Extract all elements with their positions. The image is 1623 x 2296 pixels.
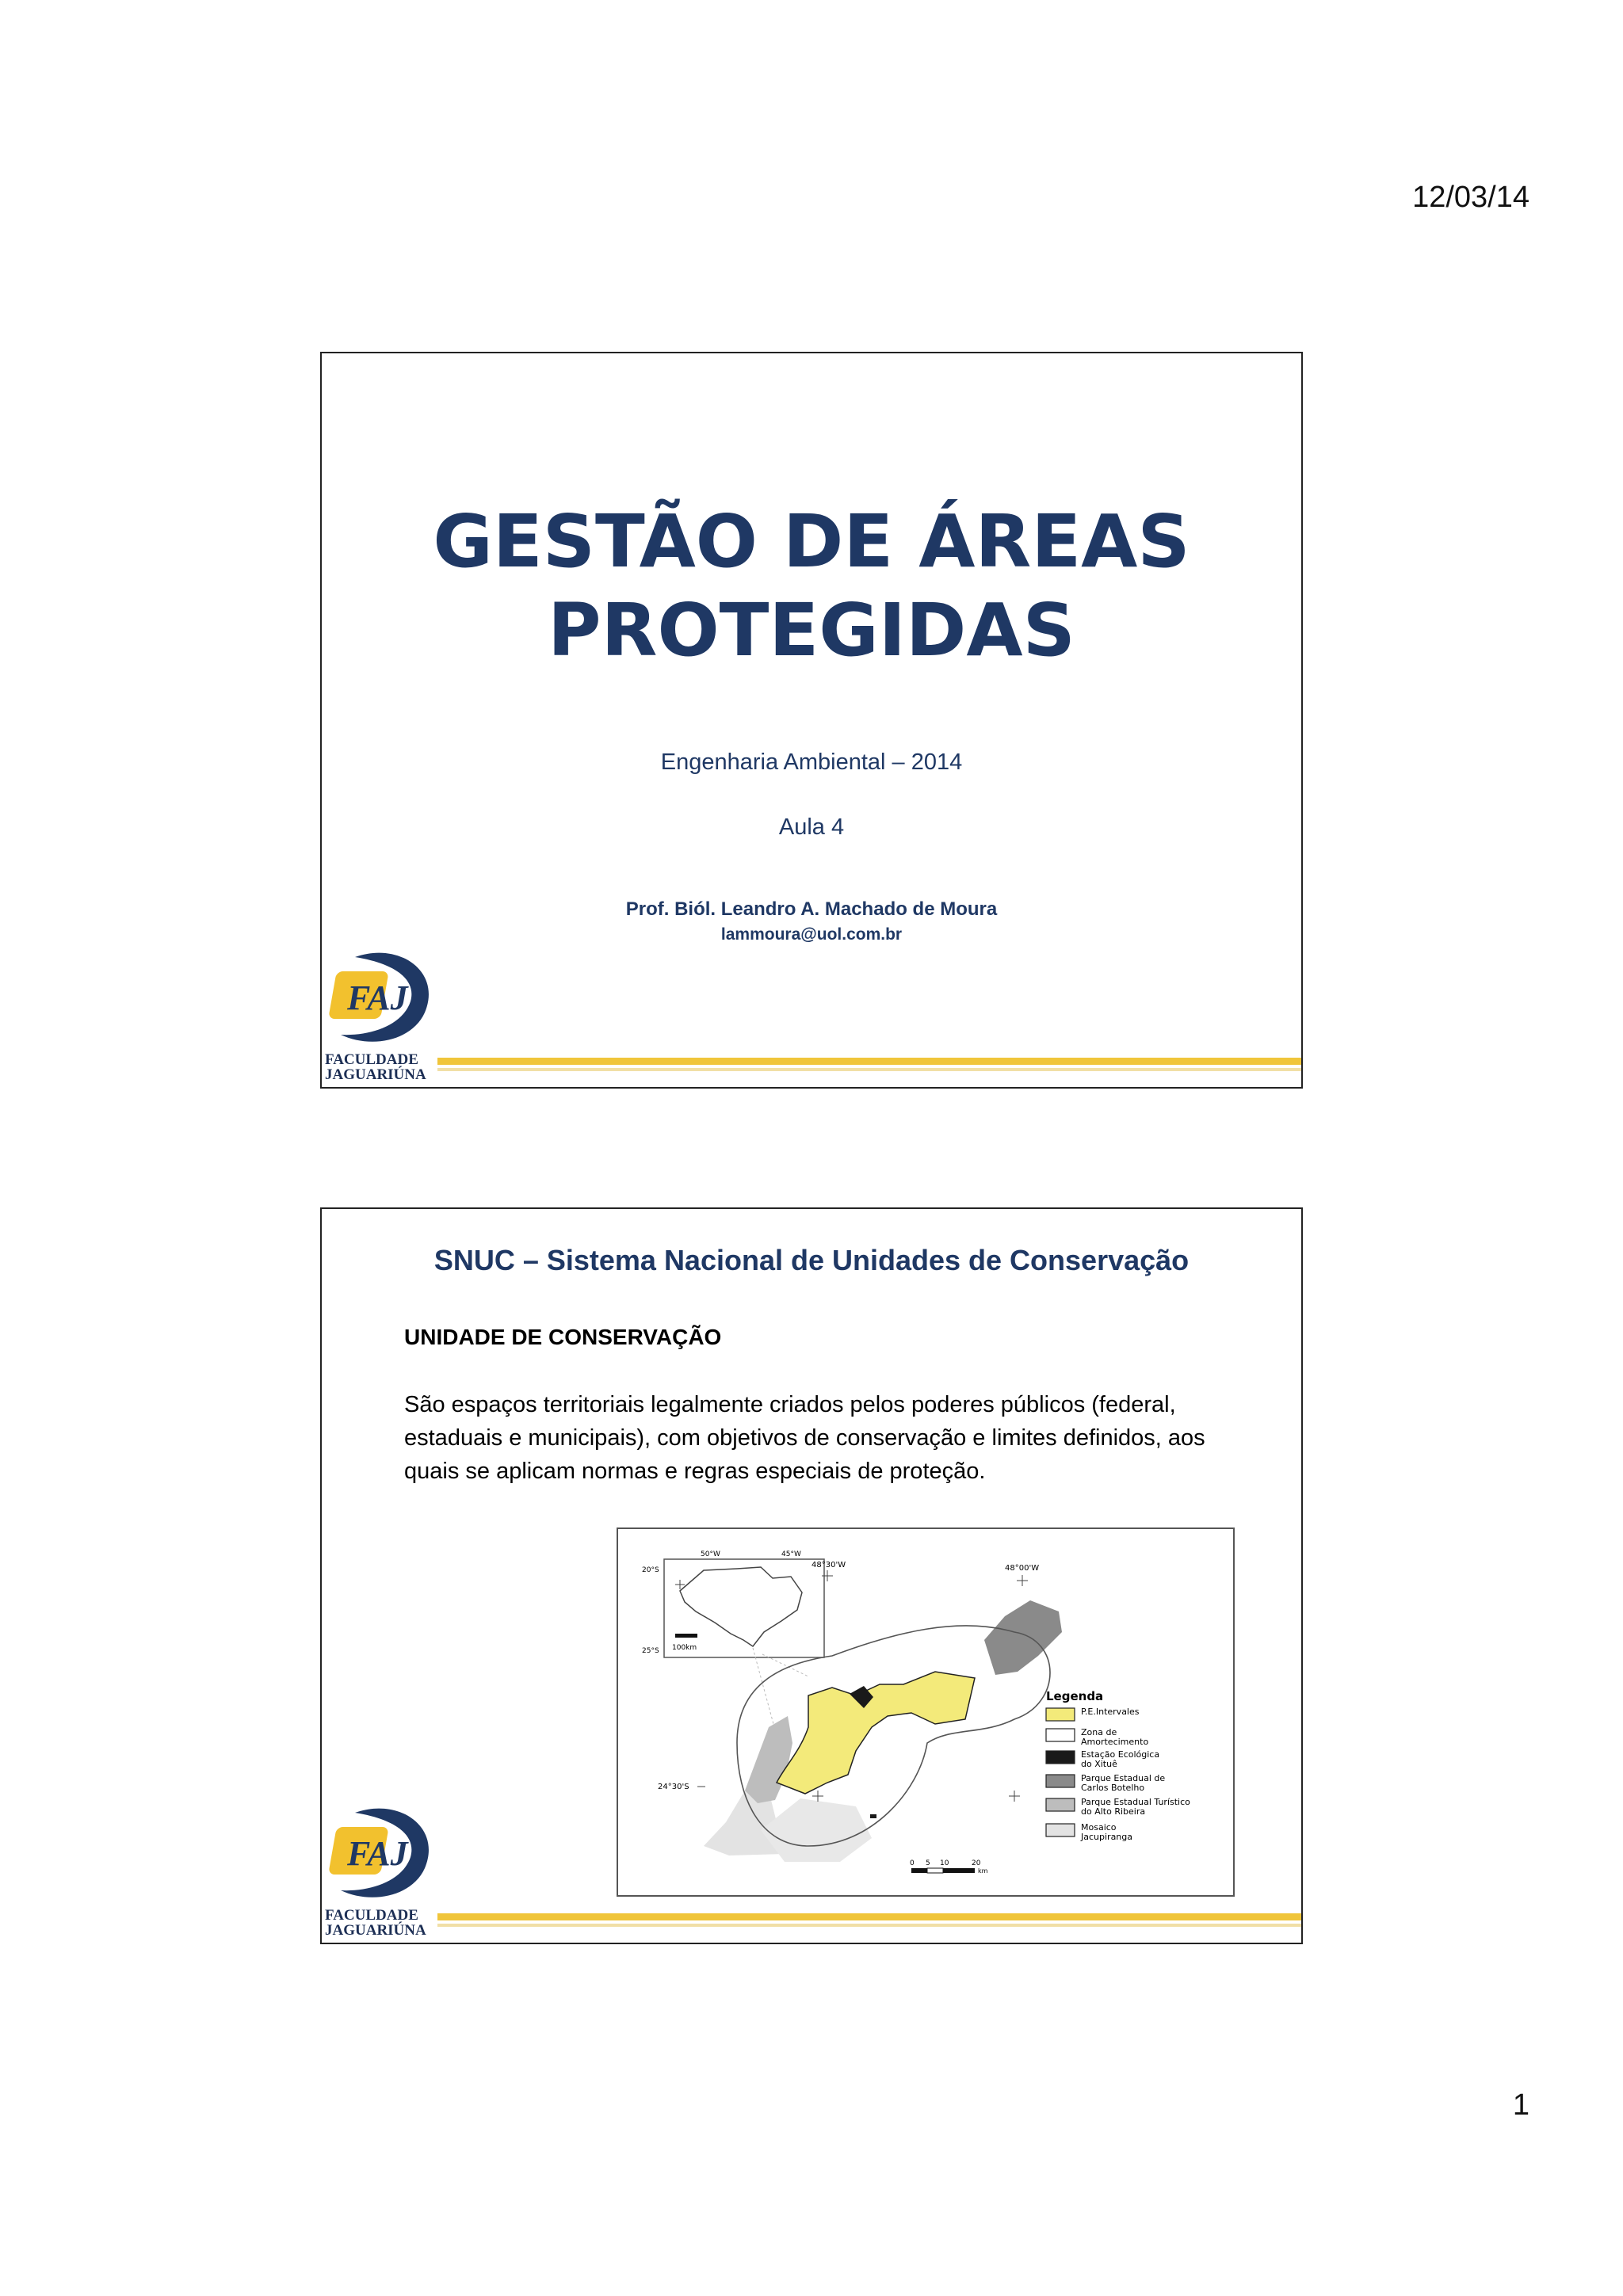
gold-divider-shadow (437, 1068, 1301, 1071)
legend-title: Legenda (1046, 1689, 1104, 1703)
header-date: 12/03/14 (1412, 181, 1529, 214)
logo-monogram: FAJ (347, 1834, 408, 1873)
gold-divider (437, 1058, 1301, 1065)
professor-email: lammoura@uol.com.br (720, 925, 903, 944)
conservation-map (617, 1527, 1235, 1897)
lesson-number: Aula 4 (778, 814, 845, 840)
logo-text-line1: FACULDADE (325, 1051, 418, 1068)
scale-tick-20: 20 (972, 1859, 981, 1867)
legend-label: Parque Estadual de Carlos Botelho (1081, 1773, 1166, 1793)
inset-lat-20: 20°S (642, 1566, 659, 1574)
coord-lat-24-30: 24°30'S (658, 1783, 689, 1791)
legend-swatch (1046, 1751, 1075, 1764)
title-line-2: PROTEGIDAS (548, 588, 1075, 673)
inset-map (642, 1550, 824, 1724)
map-legend (1046, 1689, 1190, 1842)
logo-text-line2: JAGUARIÚNA (325, 1066, 426, 1083)
slide-snuc-title: SNUC – Sistema Nacional de Unidades de Conservação (433, 1244, 1190, 1276)
definition-paragraph: São espaços territoriais legalmente criados pelos poderes públicos (federal, estaduais e municipais), com objetivos de conservação e limites definidos, aos quais se aplicam normas e regras especiais de proteção. (404, 1392, 1205, 1484)
inset-lon-50: 50°W (701, 1550, 720, 1558)
logo-text (325, 1908, 426, 1938)
scale-unit: km (978, 1867, 988, 1875)
legend-label: Estação Ecológica do Xituê (1081, 1749, 1160, 1769)
slide-title-heading (322, 498, 1301, 675)
coord-lon-48-00: 48°00'W (1005, 1564, 1040, 1573)
legend-label: Zona de Amortecimento (1081, 1727, 1149, 1747)
inset-lon-45: 45°W (781, 1550, 801, 1558)
page-number: 1 (1512, 2088, 1529, 2122)
gold-divider (437, 1913, 1301, 1920)
logo-text (325, 1052, 426, 1082)
coord-lon-48-30: 48°30'W (812, 1561, 846, 1569)
course-name: Engenharia Ambiental – 2014 (660, 749, 963, 775)
legend-swatch (1046, 1824, 1075, 1836)
legend-swatch (1046, 1798, 1075, 1811)
legend-label: Parque Estadual Turístico do Alto Ribeira (1081, 1797, 1190, 1817)
inset-scale-label: 100km (672, 1644, 697, 1652)
legend-swatch (1046, 1729, 1075, 1741)
logo-text-line2: JAGUARIÚNA (325, 1922, 426, 1939)
slide-snuc (320, 1207, 1303, 1944)
legend-label: Mosaico Jacupiranga (1081, 1822, 1133, 1842)
scale-bar (910, 1859, 988, 1875)
slide-title (320, 352, 1303, 1089)
logo-monogram: FAJ (347, 978, 408, 1017)
scale-tick-10: 10 (940, 1859, 949, 1867)
scale-tick-0: 0 (910, 1859, 915, 1867)
legend-label: P.E.Intervales (1081, 1707, 1140, 1717)
professor-name: Prof. Biól. Leandro A. Machado de Moura (625, 898, 998, 920)
inset-lat-25: 25°S (642, 1647, 659, 1655)
logo-text-line1: FACULDADE (325, 1907, 418, 1924)
legend-swatch (1046, 1775, 1075, 1787)
scale-tick-5: 5 (926, 1859, 930, 1867)
gold-divider-shadow (437, 1924, 1301, 1927)
title-line-1: GESTÃO DE ÁREAS (433, 499, 1190, 584)
legend-swatch (1046, 1708, 1075, 1721)
section-heading: UNIDADE DE CONSERVAÇÃO (404, 1325, 722, 1349)
